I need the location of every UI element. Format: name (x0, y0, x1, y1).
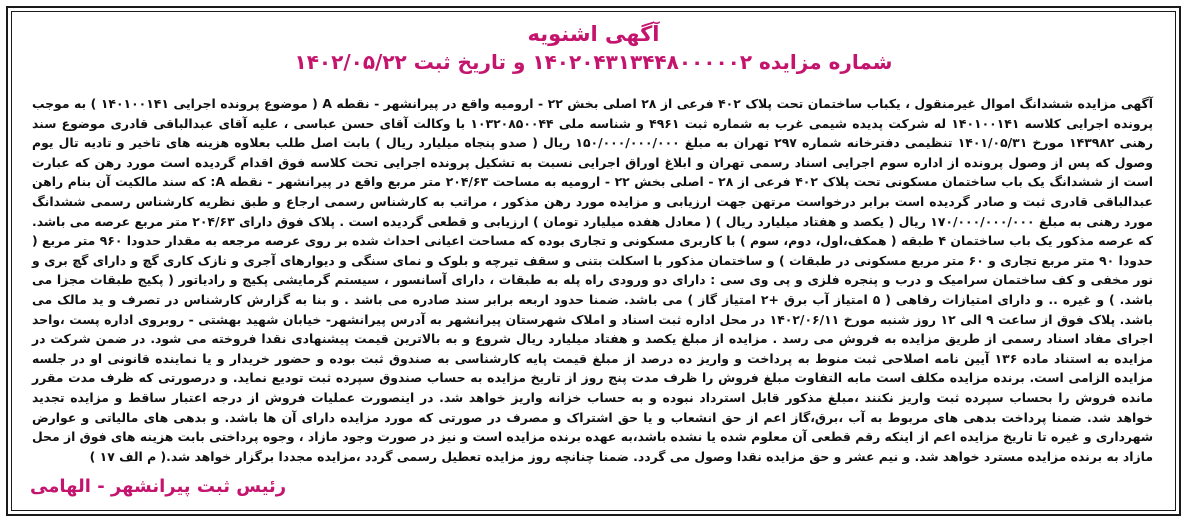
notice-body-paragraph: آگهی مزایده ششدانگ اموال غیرمنقول ، یکباب ساختمان تحت پلاک ۴۰۲ فرعی از ۲۸ اصلی بخش ۲۲ - ارومیه واقع در پیرانشهر - نقطه A ( موضوع پرونده اجرایی ۱۴۰۱۰۰۱۴۱ ) به موجب پرونده اجرایی کلاسه ۱۴۰۱۰۰۱۴۱ له شرکت پدیده شیمی غرب به شماره ثبت ۴۹۶۱ و شناسه ملی ۱۰۳۲۰۸۵۰۰۴۴ با وکالت آقای حسن عباسی ، علیه آقای عبدالباقی قادری موضوع سند رهنی ۱۴۳۹۸۲ مورخ ۱۴۰۱/۰۵/۳۱ تنظیمی دفترخانه شماره ۲۹۷ تهران به مبلغ ۱۵۰/۰۰۰/۰۰۰/۰۰۰ ریال ( صدو پنجاه میلیارد ریال ) بابت اصل طلب بعلاوه هزینه های تاخیر و تادیه تال یوم وصول که پس از وصول پرونده از اداره سوم اجرایی اسناد رسمی تهران و ابلاغ اوراق اجرایی نسبت به تشکیل پرونده اجرایی تحت کلاسه فوق اقدام گردیده است مورد رهن که عبارت است از ششدانگ یک باب ساختمان مسکونی تحت پلاک ۴۰۲ فرعی از ۲۸ - اصلی بخش ۲۲ - ارومیه به مساحت ۲۰۴/۶۳ متر مربع واقع در پیرانشهر - نقطه A: که سند مالکیت آن بنام راهن عبدالباقی قادری ثبت و صادر گردیده است برابر درخواست مرتهن جهت ارزیابی و مزایده مورد رهن مذکور ، مراتب به کارشناس رسمی ارجاع و طبق نظریه کارشناس رسمی ششدانگ مورد رهنی به مبلغ ۱۷۰/۰۰۰/۰۰۰/۰۰۰ ریال ( یکصد و هفتاد میلیارد ریال ) ( معادل هفده میلیارد تومان ) ارزیابی و قطعی گردیده است . پلاک فوق دارای ۲۰۴/۶۳ متر مربع عرصه می باشد. که عرصه مذکور یک باب ساختمان ۴ طبقه ( همکف،اول، دوم، سوم ) با کاربری مسکونی و تجاری بوده که مساحت اعیانی احداث شده بر روی عرصه مرجعه به مقدار حدودا ۹۶۰ متر مربع ( حدودا ۹۰ متر مربع تجاری و ۶۰ متر مربع مسکونی در طبقات ) و ساختمان مذکور با اسکلت بتنی و سقف تیرچه و بلوک و نمای سنگی و دیوارهای آجری و نازک کاری گچ و دارای گچ بری و نور مخفی و کف ساختمان سرامیک و درب و پنجره فلزی و پی وی سی : دارای دو ورودی راه پله به طبقات ، دارای آسانسور ، سیستم گرمایشی پکیج و رادیاتور ( پکیج طبقات مجزا می باشد. ) و غیره .. و دارای امتیازات رفاهی ( ۵ امتیاز آب برق +۲ امتیاز گاز ) می باشد. ضمنا حدود اربعه برابر سند صادره می باشد . و بنا به گزارش کارشناس در تصرف و ید مالک می باشد. پلاک فوق از ساعت ۹ الی ۱۲ روز شنبه مورخ ۱۴۰۲/۰۶/۱۱ در محل اداره ثبت اسناد و املاک شهرستان پیرانشهر به آدرس پیرانشهر- خیابان شهید بهشتی - روبروی اداره پست ،واحد اجرای مفاد اسناد رسمی از طریق مزایده به فروش می رسد . مزایده از مبلغ یکصد و هفتاد میلیارد ریال شروع و به بالاترین قیمت پیشنهادی نقدا فروخته می شود. در ضمن شرکت در مزایده به استناد ماده ۱۳۶ آیین نامه اصلاحی ثبت منوط به پرداخت و واریز ده درصد از مبلغ قیمت پایه کارشناسی به صندوق ثبت بوده و حضور خریدار و یا نماینده قانونی او در جلسه مزایده الزامی است. برنده مزایده مکلف است مابه التفاوت مبلغ فروش را ظرف مدت پنج روز از تاریخ مزایده به حساب صندوق سپرده ثبت تودیع نماید. و درصورتی که ظرف مدت مقرر مانده فروش را بحساب سپرده ثبت واریز نکنند ،مبلغ مذکور قابل استرداد نبوده و به حساب خزانه واریز خواهد شد. در اینصورت عملیات فروش از درجه اعتبار ساقط و مزایده تجدید خواهد شد. ضمنا پرداخت بدهی های مربوط به آب ،برق،گاز اعم از حق انشعاب و یا حق اشتراک و مصرف در صورتی که مورد مزایده دارای آن ها باشد. و بدهی های مالیاتی و عوارض شهرداری و غیره تا تاریخ مزایده اعم از اینکه رقم قطعی آن معلوم شده یا نشده باشد،به عهده برنده مزایده است و نیز در صورت وجود مازاد ، وجوه پرداختی بابت هزینه های فوق از محل مازاد به برنده مزایده مسترد خواهد شد. و نیم عشر و حق مزایده نقدا وصول می گردد. ضمنا چنانچه روز مزایده تعطیل رسمی گردد ،مزایده مجددا برگزار خواهد شد.( م الف ۱۷ ) (31, 96, 1154, 464)
auction-number-and-date: شماره مزایده ۱۴۰۲۰۴۳۱۳۴۴۸۰۰۰۰۰۲ و تاریخ ثبت ۱۴۰۲/۰۵/۲۲ (294, 50, 893, 74)
notice-body (32, 94, 1153, 466)
notice-frame (6, 6, 1181, 516)
signature: رئیس ثبت پیرانشهر - الهامی (30, 476, 287, 497)
notice-title: آگهی اشنویه (527, 22, 660, 46)
